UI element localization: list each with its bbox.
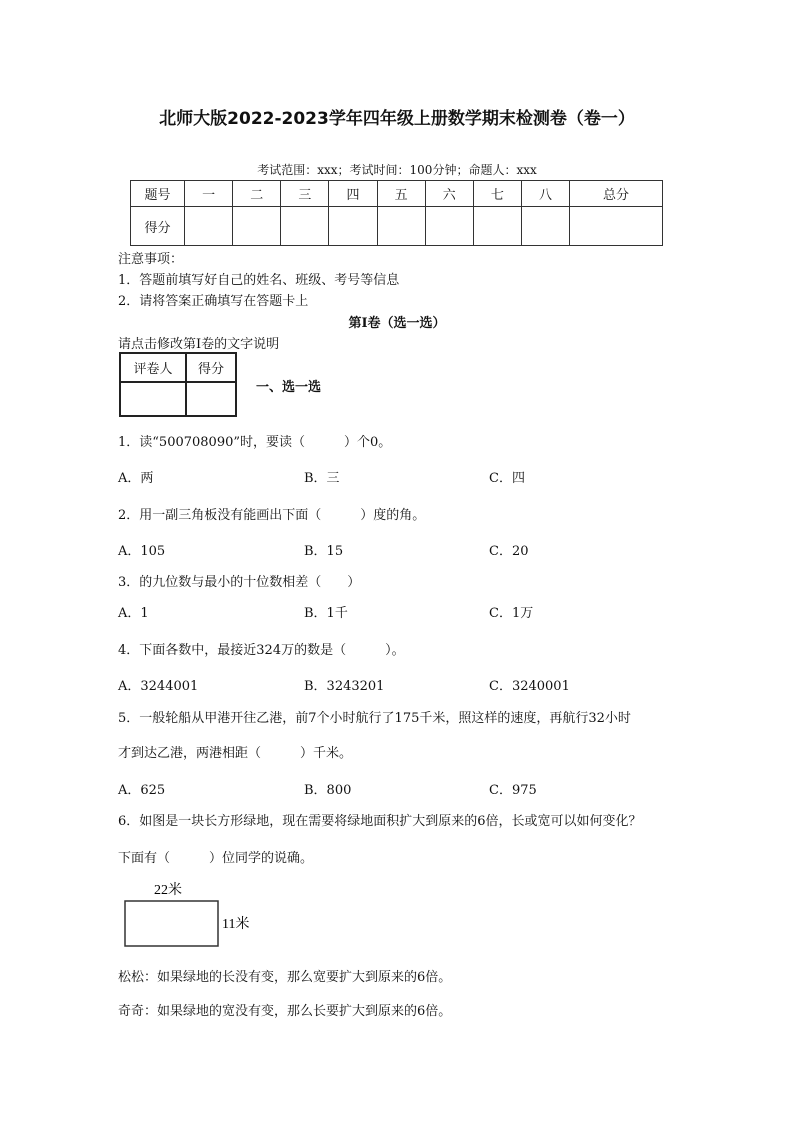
notes-heading: 注意事项： [118,252,184,267]
score-blank-cell [425,207,473,246]
option-a: A．105 [118,544,166,559]
statement: 奇奇：如果绿地的宽没有变，那么长要扩大到原来的6倍。 [118,1004,452,1019]
option-b: B．3243201 [304,679,385,694]
statement: 松松：如果绿地的长没有变，那么宽要扩大到原来的6倍。 [118,970,452,985]
score-blank-cell [185,207,233,246]
option-b: B．800 [304,783,352,798]
width-label: 11米 [222,917,250,932]
option-c: C．1万 [489,606,534,621]
score-cell: 七 [473,181,521,207]
score-blank-cell [377,207,425,246]
question-text: 3．的九位数与最小的十位数相差（ ） [118,575,361,590]
score-cell: 八 [521,181,569,207]
grader-reviewer-label: 评卷人 [120,353,186,382]
length-label: 22米 [154,883,182,898]
option-a: A．两 [118,471,154,486]
option-a: A．3244001 [118,679,199,694]
grader-score-label: 得分 [186,353,236,382]
score-blank-cell [329,207,377,246]
section-title: 第I卷（选一选） [348,316,446,331]
option-a: A．1 [118,606,149,621]
score-blank-cell [233,207,281,246]
notes-item: 1．答题前填写好自己的姓名、班级、考号等信息 [118,273,400,288]
score-cell: 三 [281,181,329,207]
question-text-continued: 才到达乙港，两港相距（ ）千米。 [118,746,353,761]
score-cell: 二 [233,181,281,207]
question-text: 6．如图是一块长方形绿地，现在需要将绿地面积扩大到原来的6倍，长或宽可以如何变化？ [118,814,642,829]
question-text: 1．读“500708090”时，要读（ ）个0。 [118,435,392,450]
exam-title: 北师大版2022-2023学年四年级上册数学期末检测卷（卷一） [159,109,635,129]
score-blank-cell [570,207,663,246]
score-cell: 题号 [131,181,185,207]
score-table-header-row [131,181,663,207]
part-title: 一、选一选 [256,380,322,395]
option-c: C．975 [489,783,537,798]
option-a: A．625 [118,783,166,798]
option-c: C．20 [489,544,529,559]
option-c: C．3240001 [489,679,570,694]
score-cell: 五 [377,181,425,207]
exam-info: 考试范围：xxx；考试时间：100分钟；命题人：xxx [257,163,537,177]
section-description: 请点击修改第I卷的文字说明 [118,337,280,352]
question-text-continued: 下面有（ ）位同学的说确。 [118,851,314,866]
option-b: B．三 [304,471,340,486]
score-blank-cell [281,207,329,246]
score-cell: 一 [185,181,233,207]
score-cell: 总分 [570,181,663,207]
question-text: 2．用一副三角板没有能画出下面（ ）度的角。 [118,508,426,523]
score-row-label: 得分 [131,207,185,246]
grader-box [119,352,237,417]
question-text: 5．一般轮船从甲港开往乙港，前7个小时航行了175千米，照这样的速度，再航行32小时 [118,711,631,726]
score-cell: 六 [425,181,473,207]
grader-score-blank [186,382,236,416]
grader-reviewer-blank [120,382,186,416]
score-table-score-row [131,207,663,246]
score-blank-cell [521,207,569,246]
rectangle-figure [120,878,270,950]
score-cell: 四 [329,181,377,207]
notes [118,249,399,312]
question-text: 4．下面各数中，最接近324万的数是（ ）。 [118,643,405,658]
score-blank-cell [473,207,521,246]
score-table [130,180,663,246]
option-b: B．1千 [304,606,348,621]
option-b: B．15 [304,544,344,559]
option-c: C．四 [489,471,525,486]
rectangle-shape [125,901,218,946]
notes-item: 2．请将答案正确填写在答题卡上 [118,294,309,309]
